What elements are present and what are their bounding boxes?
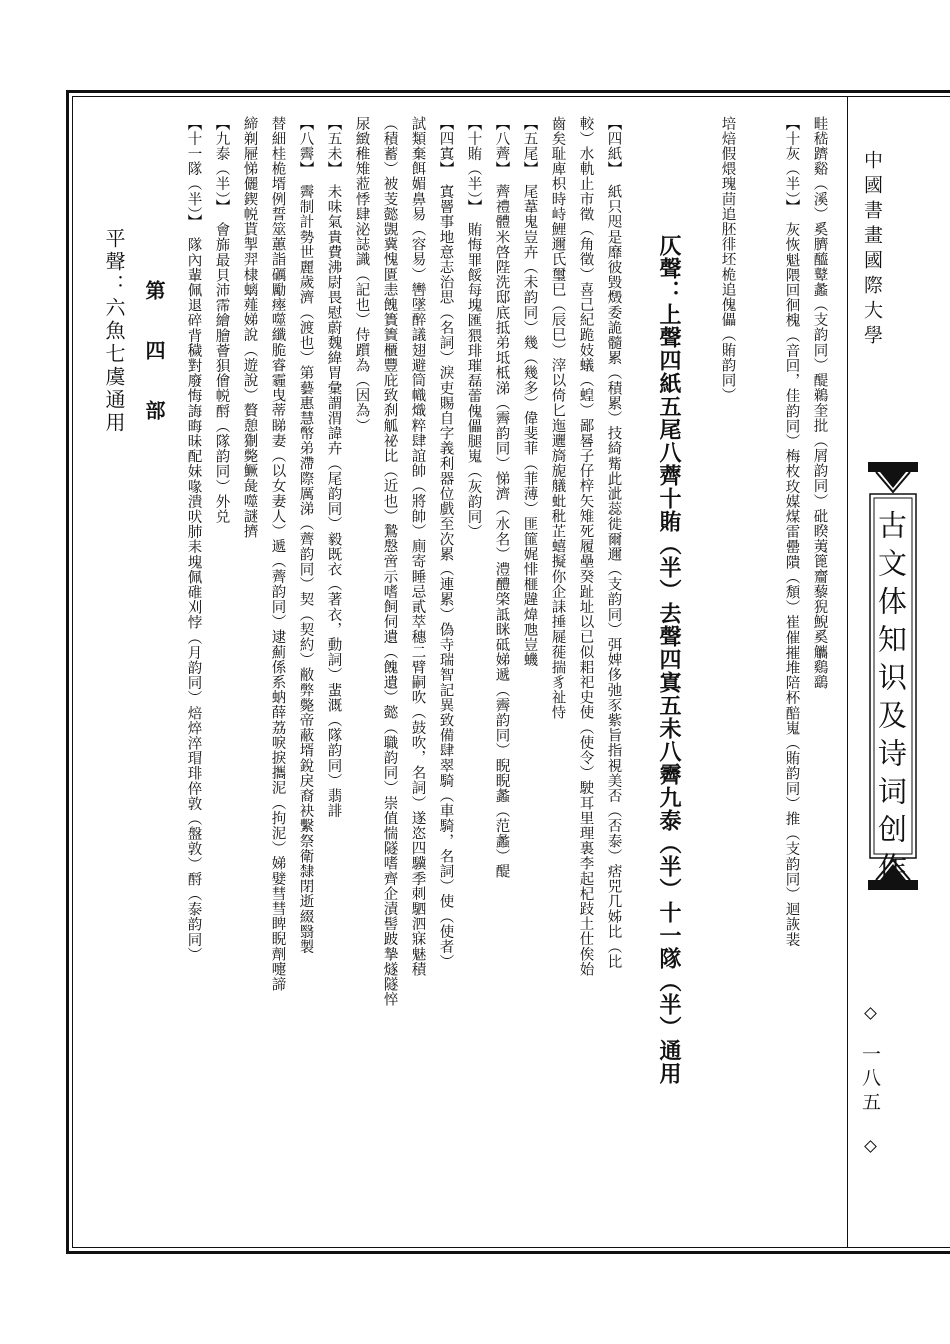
- text-column: 較）水軌止市徵（角徵）喜己紀跪妓蟻（蝗）鄙晷子仔梓矢雉死履壘癸趾址以已似耜祀史使（使令）駛耳里理裏李起杞跂土仕俟始: [577, 116, 594, 977]
- text-column: 【十灰（半）】 灰恢魁隈回徊槐（音回，佳韵同）梅枚玫媒煤雷罍隤（頽）崔催摧堆陪杯醅嵬（賄韵同）推（支韵同）迴詼裴: [783, 116, 800, 948]
- text-column: 【五未】 未味氣貴費沸尉畏慰蔚魏緯胃彙謂渭諱卉（尾韵同）毅既衣（著衣，動詞）蜚溉（隊韵同）翡誹: [325, 116, 342, 819]
- body-text: [92, 116, 842, 1236]
- part-heading: 第 四 部: [142, 280, 166, 430]
- text-column: 替細桂桅壻例誓筮蕙詣礪勵瘞噬纖脆睿霾曳蒂睇妻（以女妻人）遞（薺韵同）逮薊係系蚋薛荔唳捩攜泥（拘泥）娣嬖彗彗睥睨劑嚏諦: [269, 116, 286, 992]
- text-column: 【九泰（半）】 會旆最貝沛霈繪膾薈狽儈帨酹（隊韵同）外兑: [213, 116, 230, 525]
- text-column: 【四寘】 寘罾事地意志治思（名詞）淚吏賜自字義利器位戲至次累（連累）偽寺瑞智記異致備肆翠騎（車騎，名詞）使（使者）: [437, 116, 454, 970]
- text-column: 畦嵇躋谿（溪）奚臍醯鼙蠡（支韵同）醍鵜奎批（屑韵同）砒睽荑篦齏藜猊鯢奚觿鷄鷂: [811, 116, 828, 690]
- text-column: 尿緻稚雉蒞悸肆泌誌識（記也）侍躓為（因為）: [353, 116, 370, 434]
- text-column: 培焙假煨瑰茴追胚徘坯桅追傀儡（賄韵同）: [719, 116, 736, 403]
- text-column: 齒矣耻庳枳時峙鯉邇氏璽巳（辰巳）滓以倚匕迤邐旖旎艤蚍秕芷蟢擬你企誄捶屣蓰揣豸祉恃: [549, 116, 566, 720]
- text-column: 【八薺】 薺禮體米啓陛洗邸底抵弟坻柢涕（霽韵同）悌濟（水名）澧醴棨詆眯砥娣遞（霽韵同）睨睨蠡（范蠡）醍: [493, 116, 510, 879]
- sub-heading-level-tone: 平聲：六魚七虞通用: [102, 228, 126, 435]
- text-column: 【十賄（半）】 賄悔罪餒每塊匯猥琲璀磊蕾傀儡腿嵬（灰韵同）: [465, 116, 482, 540]
- text-column: 【五尾】 尾葦鬼豈卉（未韵同）幾（幾多）偉斐菲（菲薄）匪篚娓悱榧韙煒虺豈蟣: [521, 116, 538, 668]
- text-column: 締剃屜悌儷鍥帨貰掣羿棣螭薤娣說（遊說）贅憩猘斃鱖彘噬謎擠: [241, 116, 258, 539]
- text-column: （積蓄）被芰懿覬冀愧匱恚餽簣簀櫃豐庇致刹觚祕比（近也）鷙慇啻示嗜飼伺遺（餽遺）懿（職韵同）崇值惴隧嗜齊企漬髻跛摯燧隧悴: [381, 116, 398, 1007]
- book-title: 古文体知识及诗词创作: [874, 510, 908, 890]
- section-heading-tones: 仄聲：上聲四紙五尾八薺十賄（半）去聲四寘五未八霽九泰（半）十一隊（半）通用: [656, 234, 682, 1085]
- diamond-icon: [864, 1140, 877, 1153]
- text-column: 試類棄餌媚鼻易（容易）轡墜醉議翅避筒幟熾粹肆誼帥（將帥）廁寄睡忌貳萃穗二臂嗣吹（鼓吹，名詞）遂恣四驥季刺駟泗寐魅積: [409, 116, 426, 977]
- text-column: 【八霽】 霽制計勢世麗歲濟（渡也）第藝惠慧幣弟滯際厲涕（薺韵同）契（契約）敝弊斃帝蔽壻銳戾裔袂繫祭衛隸閉逝綴翳製: [297, 116, 314, 955]
- series-title: 中國書畫國際大學: [861, 150, 883, 350]
- page-number-text: 一八五: [859, 1044, 881, 1116]
- text-column: 【四紙】 紙只咫是靡彼毀燬委詭髓累（積累）技綺觜此泚蕊徙爾邇（支韵同）弭婢侈弛豕紫旨指視美否（否泰）痞兕几姊比（比: [605, 116, 622, 970]
- page-number: [860, 1005, 879, 1155]
- text-column: 【十一隊（半）】 隊內輩佩退碎背穢對廢悔誨晦昧配妹喙潰吠肺耒塊佩碓刈悖（月韵同）焙焠淬瑁琲倅敦（盤敦）酹（泰韵同）: [185, 116, 202, 963]
- diamond-icon: [864, 1007, 877, 1020]
- sidebar-divider: [847, 96, 848, 1248]
